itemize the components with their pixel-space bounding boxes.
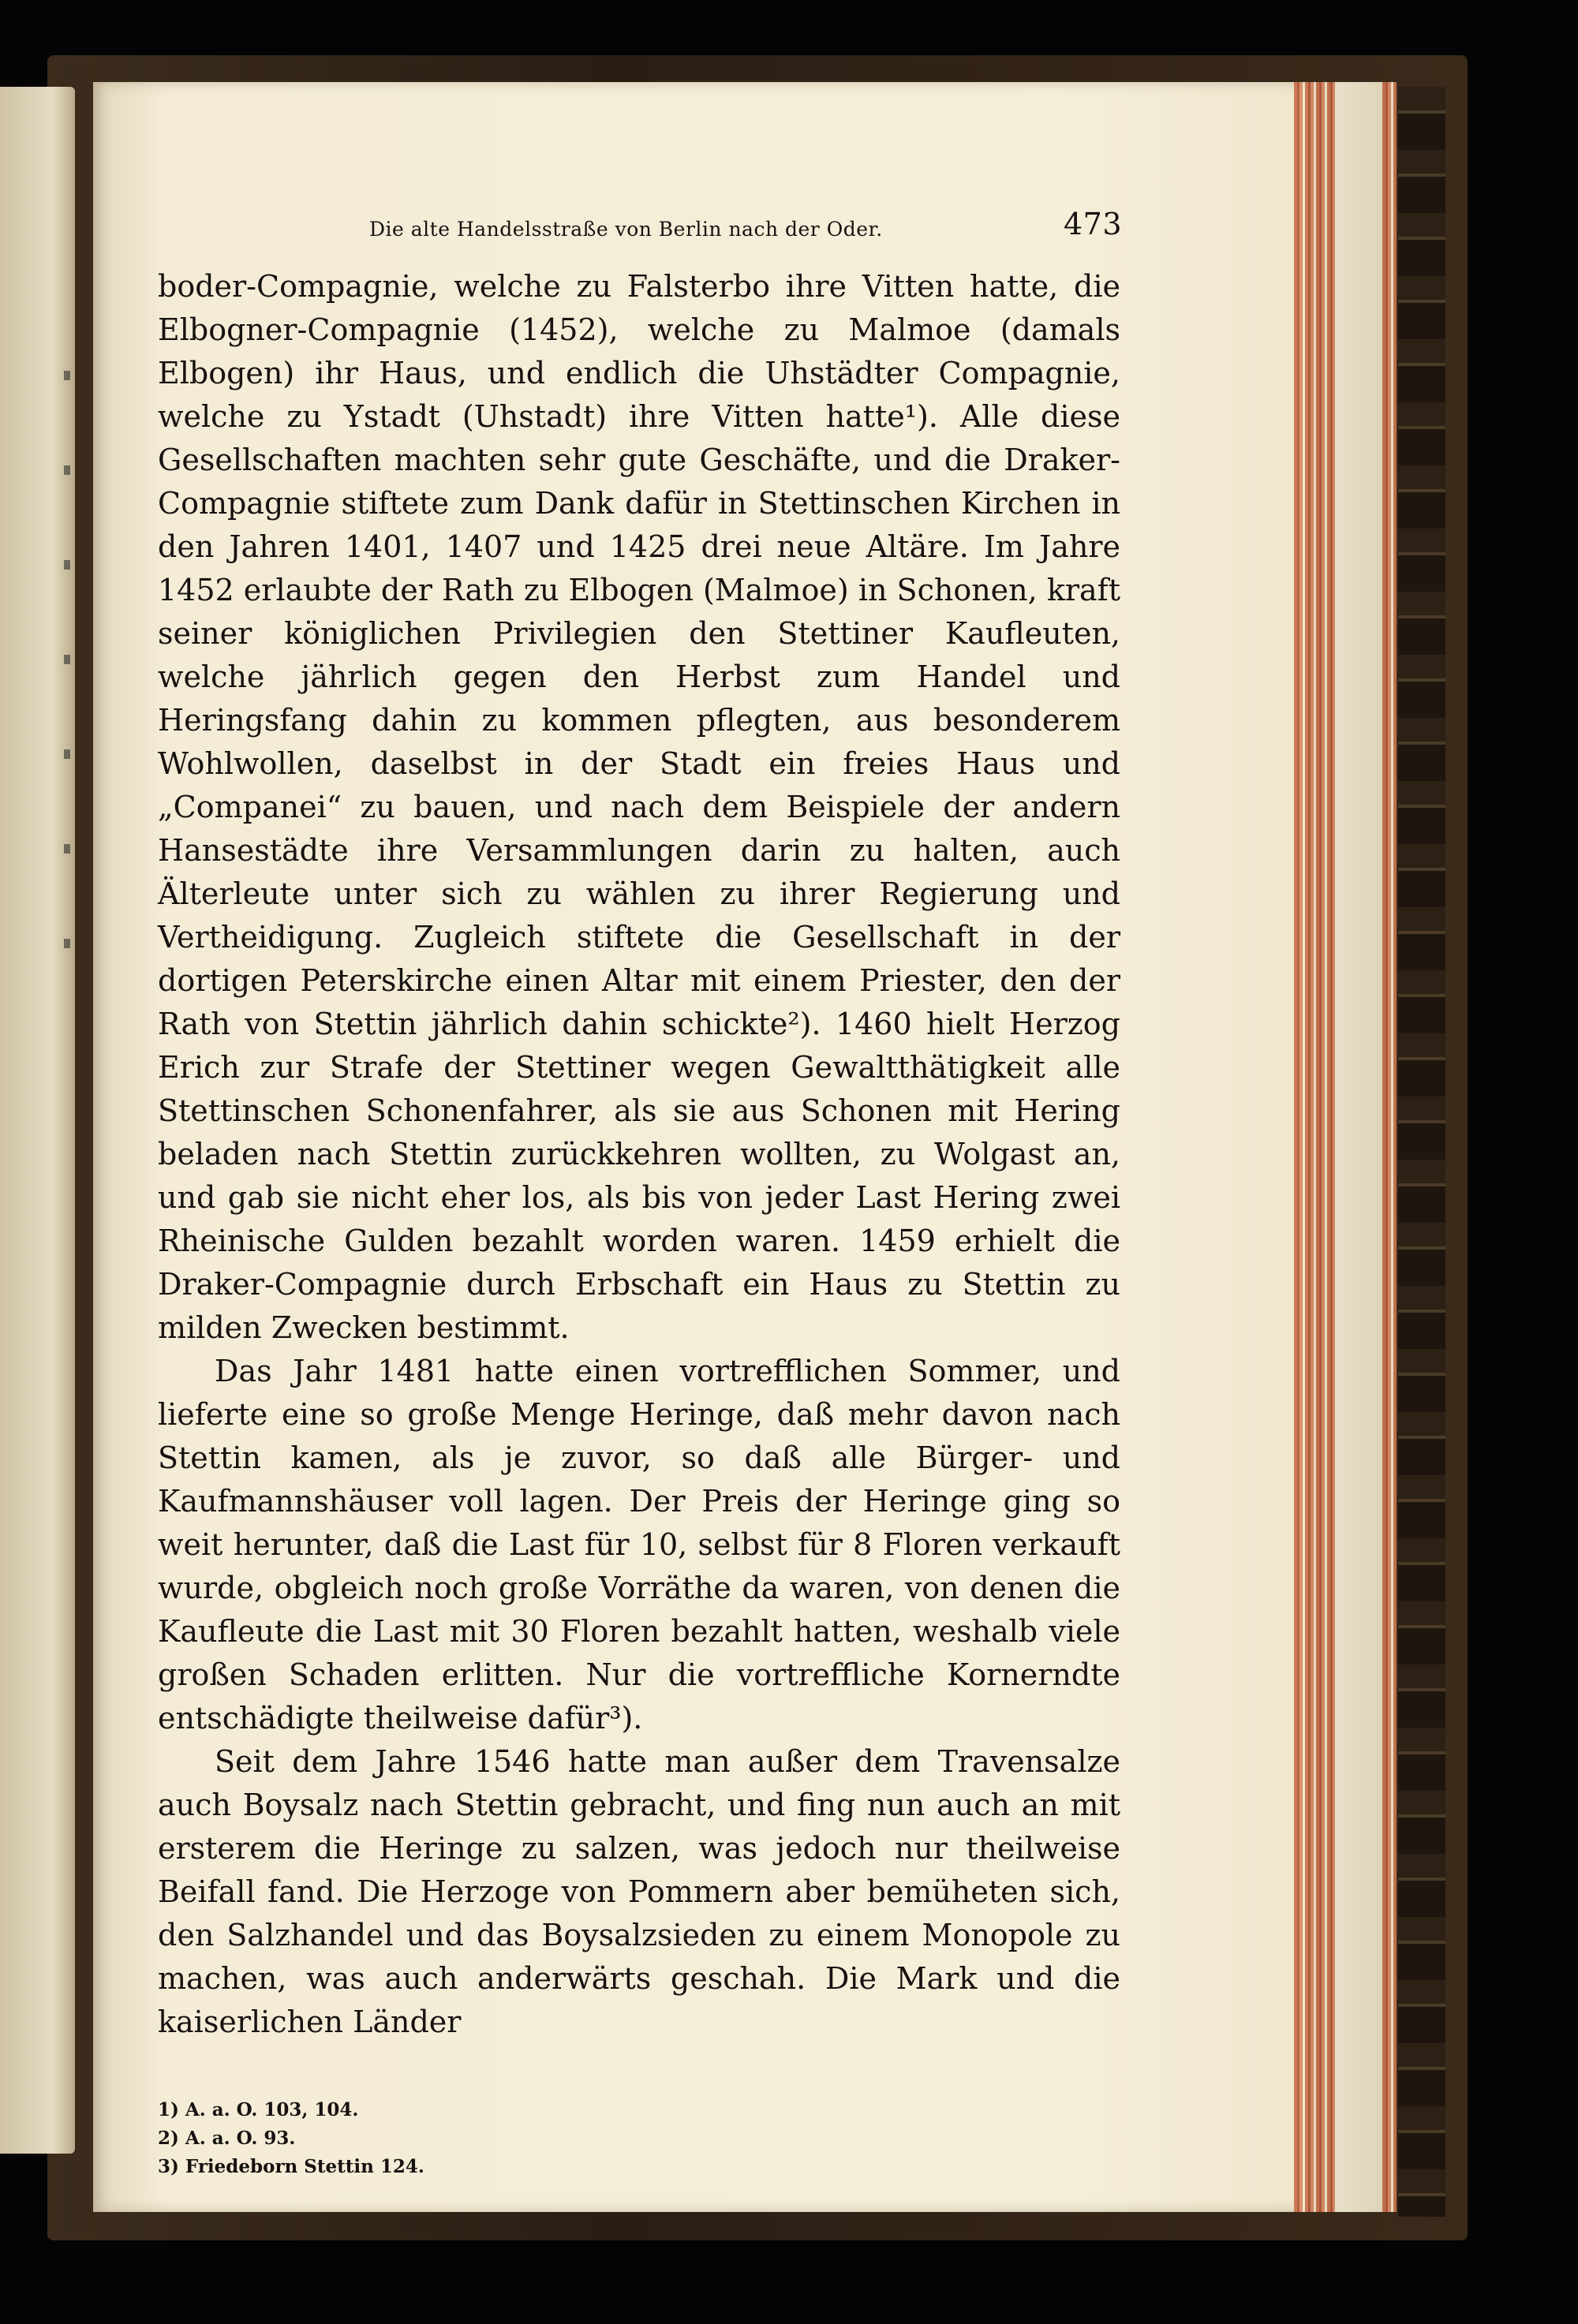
page-header bbox=[158, 207, 1120, 254]
page-number: 473 bbox=[1063, 207, 1122, 241]
footnote-3: 3) Friedeborn Stettin 124. bbox=[158, 2156, 424, 2177]
page-edges bbox=[1294, 82, 1397, 2212]
left-page-edge bbox=[0, 87, 75, 2154]
footnote-1: 1) A. a. O. 103, 104. bbox=[158, 2099, 359, 2120]
paragraph-3: Seit dem Jahre 1546 hatte man außer dem Travensalze auch Boysalz nach Stettin gebracht, und fing nun auch an mit ersterem die Heringe zu salzen, was jedoch nur theilweise Beifall fand. Die Herzoge von Pommern aber bemüheten sich, den Salzhandel und das Boysalzsieden zu einem Monopole zu machen, was auch anderwärts geschah. Die Mark und die kaiserlichen Länder bbox=[158, 1744, 1120, 2039]
running-head: Die alte Handelsstraße von Berlin nach der Oder. bbox=[369, 218, 883, 241]
paragraph-1: boder-Compagnie, welche zu Falsterbo ihre Vitten hatte, die Elbogner-Compagnie (1452), welche zu Malmoe (damals Elbogen) ihr Haus, und endlich die Uhstädter Compagnie, welche zu Ystadt (Uhstadt) ihre Vitten hatte¹). Alle diese Gesellschaften machten sehr gute Geschäfte, und die Draker-Compagnie stiftete zum Dank dafür in Stettinschen Kirchen in den Jahren 1401, 1407 und 1425 drei neue Altäre. Im Jahre 1452 erlaubte der Rath zu Elbogen (Malmoe) in Schonen, kraft seiner königlichen Privilegien den Stettiner Kaufleuten, welche jährlich gegen den Herbst zum Handel und Heringsfang dahin zu kommen pflegten, aus besonderem Wohlwollen, daselbst in der Stadt ein freies Haus und „Companei“ zu bauen, und nach dem Beispiele der andern Hansestädte ihre Versammlungen darin zu halten, auch Älterleute unter sich zu wählen zu ihrer Regierung und Vertheidigung. Zugleich stiftete die Gesellschaft in der dortigen Peterskirche einen Altar mit einem Priester, den der Rath von Stettin jährlich dahin schickte²). 1460 hielt Herzog Erich zur Strafe der Stettiner wegen Gewaltthätigkeit alle Stettinschen Schonenfahrer, als sie aus Schonen mit Hering beladen nach Stettin zurückkehren wollten, zu Wolgast an, und gab sie nicht eher los, als bis von jeder Last Hering zwei Rheinische Gulden bezahlt worden waren. 1459 erhielt die Draker-Compagnie durch Erbschaft ein Haus zu Stettin zu milden Zwecken bestimmt. bbox=[158, 269, 1120, 1345]
body-text bbox=[158, 265, 1120, 2044]
paragraph-2: Das Jahr 1481 hatte einen vortrefflichen Sommer, und lieferte eine so große Menge Heringe, daß mehr davon nach Stettin kamen, als je zuvor, so daß alle Bürger- und Kaufmannshäuser voll lagen. Der Preis der Heringe ging so weit herunter, daß die Last für 10, selbst für 8 Floren verkauft wurde, obgleich noch große Vorräthe da waren, von denen die Kaufleute die Last mit 30 Floren bezahlt hatten, weshalb viele großen Schaden erlitten. Nur die vortreffliche Kornerndte entschädigte theilweise dafür³). bbox=[158, 1354, 1120, 1736]
footnotes bbox=[158, 2096, 1120, 2181]
book-spine bbox=[1398, 87, 1445, 2217]
footnote-2: 2) A. a. O. 93. bbox=[158, 2128, 296, 2149]
page-content bbox=[158, 207, 1120, 2181]
